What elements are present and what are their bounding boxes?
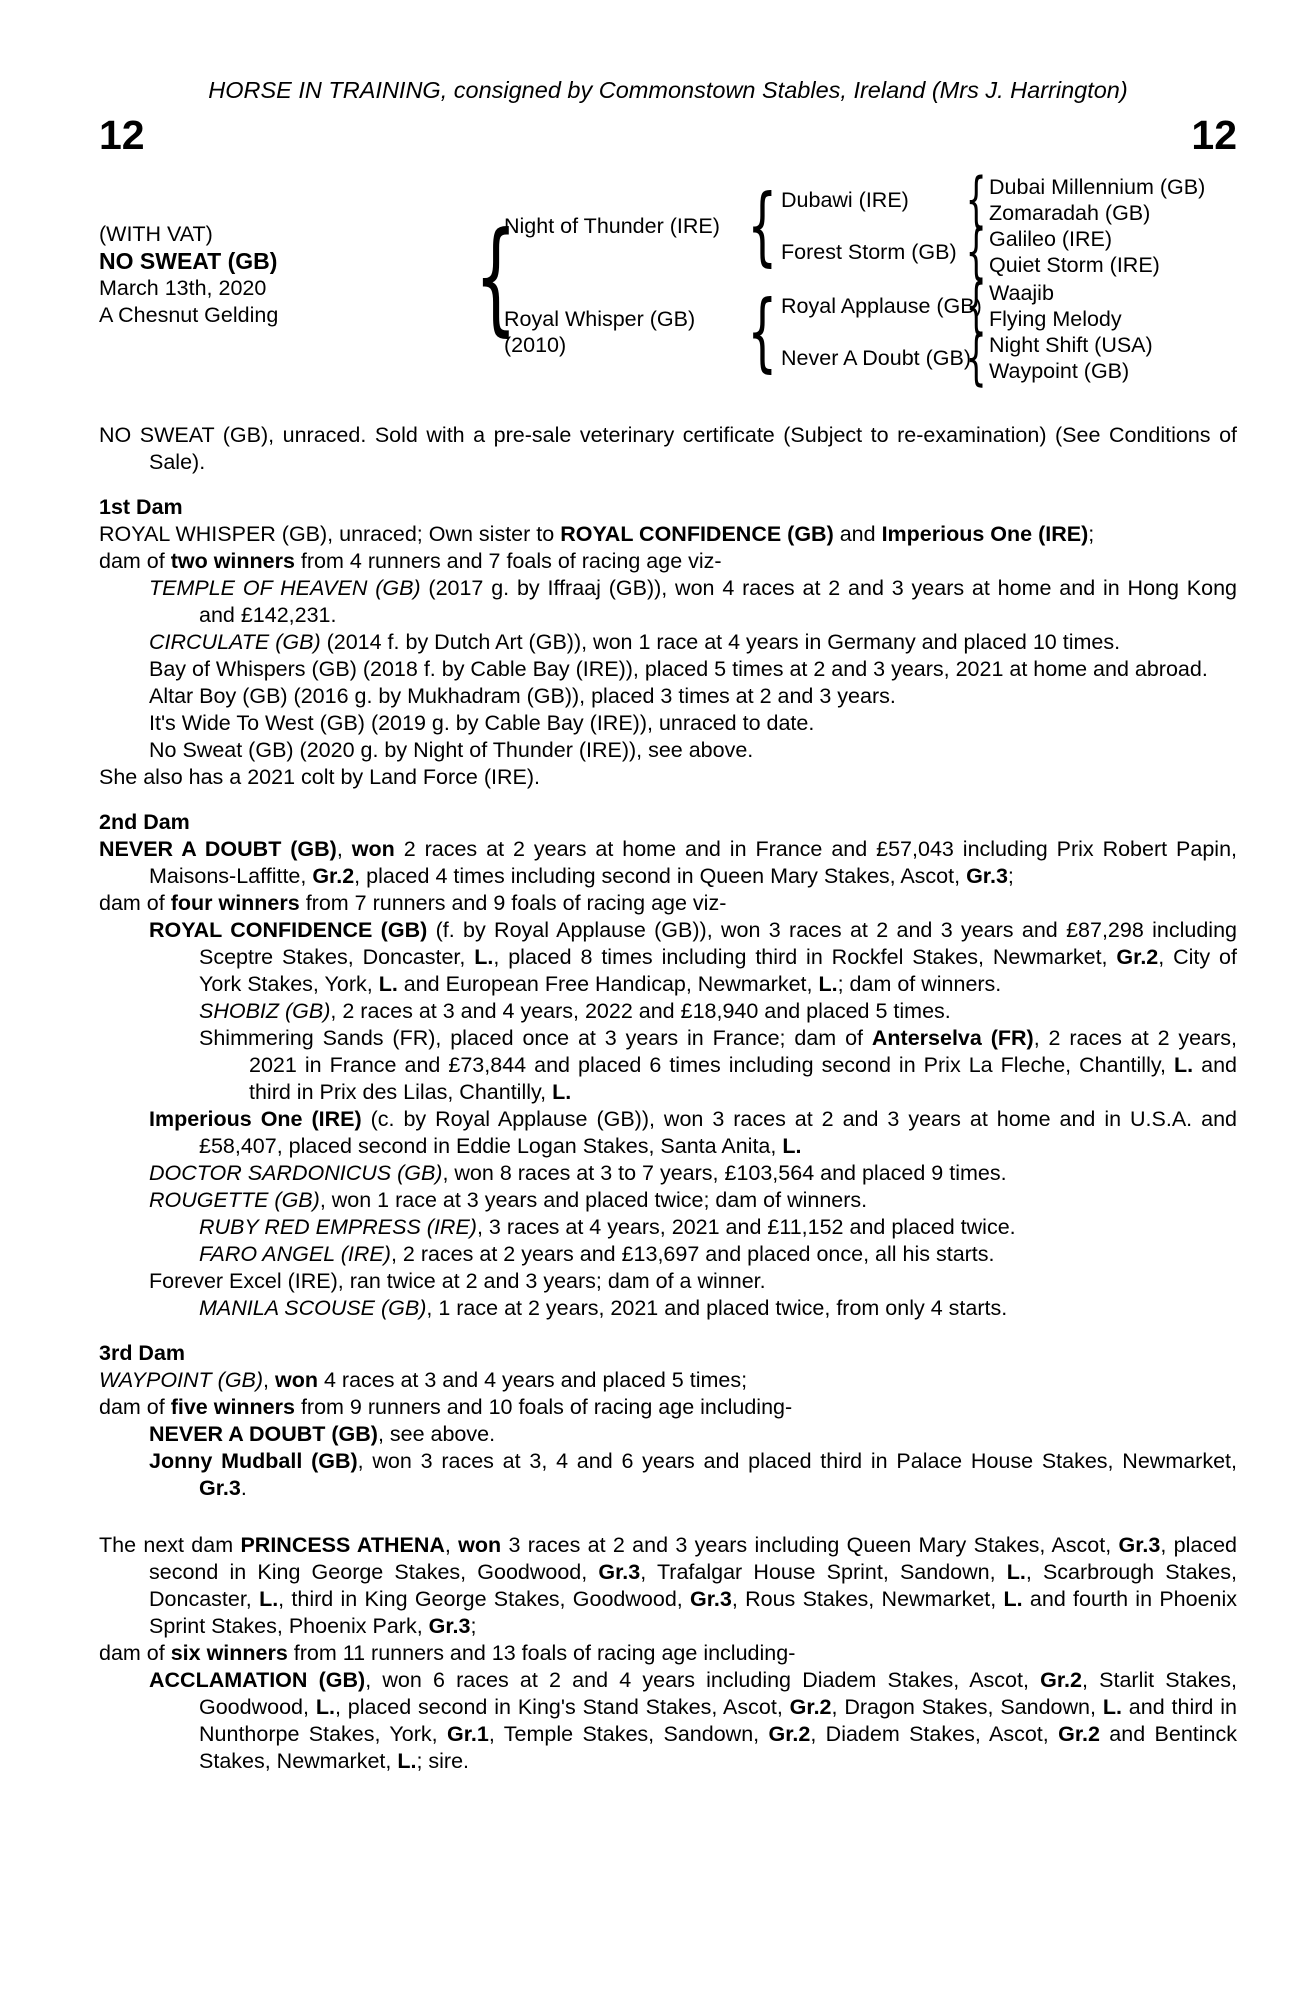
pedigree-gen3-name-1: Dubai Millennium (GB) <box>989 175 1206 199</box>
catalogue-paragraph: RUBY RED EMPRESS (IRE), 3 races at 4 years, 2021 and £11,152 and placed twice. <box>199 1215 1016 1239</box>
pedigree-dam-year: (2010) <box>504 333 567 357</box>
pedigree-gen3-name-4: Quiet Storm (IRE) <box>989 253 1160 277</box>
catalogue-paragraph: Imperious One (IRE) (c. by Royal Applause (GB)), won 3 races at 2 and 3 years at home and in U.S.A. and £58,407, placed second in Eddie Logan Stakes, Santa Anita, L. <box>149 1107 1237 1158</box>
subject-description: A Chesnut Gelding <box>99 303 279 327</box>
catalogue-paragraph: She also has a 2021 colt by Land Force (IRE). <box>99 765 540 789</box>
pedigree-dam <box>504 306 695 358</box>
pedigree-gen3-name-6: Flying Melody <box>989 307 1122 331</box>
subject-name: NO SWEAT (GB) <box>99 248 278 274</box>
catalogue-paragraph: ROYAL WHISPER (GB), unraced; Own sister to ROYAL CONFIDENCE (GB) and Imperious One (IRE); <box>99 522 1095 546</box>
vat-note: (WITH VAT) <box>99 222 213 246</box>
catalogue-paragraph: ACCLAMATION (GB), won 6 races at 2 and 4 years including Diadem Stakes, Ascot, Gr.2, Starlit Stakes, Goodwood, L., placed second in King's Stand Stakes, Ascot, Gr.2, Dragon Stakes, Sandown, L. and third in Nunthorpe Stakes, York, Gr.1, Temple Stakes, Sandown, Gr.2, Diadem Stakes, Ascot, Gr.2 and Bentinck Stakes, Newmarket, L.; sire. <box>149 1668 1237 1773</box>
catalogue-paragraph: WAYPOINT (GB), won 4 races at 3 and 4 years and placed 5 times; <box>99 1368 748 1392</box>
catalogue-paragraph: Bay of Whispers (GB) (2018 f. by Cable Bay (IRE)), placed 5 times at 2 and 3 years, 2021 at home and abroad. <box>149 657 1208 681</box>
paragraph-spacer <box>99 1502 1237 1532</box>
catalogue-paragraph: Shimmering Sands (FR), placed once at 3 years in France; dam of Anterselva (FR), 2 races at 2 years, 2021 in France and £73,844 and placed 6 times including second in Prix La Fleche, Chantilly, L. and third in Prix des Lilas, Chantilly, L. <box>199 1026 1237 1104</box>
brace-icon-dam-pair: { <box>747 282 778 382</box>
page-header-title: HORSE IN TRAINING, consigned by Commonstown Stables, Ireland (Mrs J. Harrington) <box>208 77 1128 103</box>
pedigree-chart <box>99 157 1237 422</box>
catalogue-paragraph: The next dam PRINCESS ATHENA, won 3 races at 2 and 3 years including Queen Mary Stakes, Ascot, Gr.3, placed second in King George Stakes, Goodwood, Gr.3, Trafalgar House Sprint, Sandown, L., Scarbrough Stakes, Doncaster, L., third in King George Stakes, Goodwood, Gr.3, Rous Stakes, Newmarket, L. and fourth in Phoenix Sprint Stakes, Phoenix Park, Gr.3; <box>99 1533 1238 1638</box>
catalogue-paragraph: Altar Boy (GB) (2016 g. by Mukhadram (GB)), placed 3 times at 2 and 3 years. <box>149 684 896 708</box>
catalogue-paragraph: FARO ANGEL (IRE), 2 races at 2 years and £13,697 and placed once, all his starts. <box>199 1242 995 1266</box>
pedigree-sire: Night of Thunder (IRE) <box>504 214 720 238</box>
catalogue-paragraph: MANILA SCOUSE (GB), 1 race at 2 years, 2021 and placed twice, from only 4 starts. <box>199 1296 1008 1320</box>
pedigree-gen3-name-7: Night Shift (USA) <box>989 333 1153 357</box>
brace-icon-gg2: { <box>965 217 987 287</box>
section-heading: 3rd Dam <box>99 1341 186 1365</box>
brace-icon-gg1: { <box>965 165 987 235</box>
brace-icon-gen1: { <box>474 206 518 348</box>
catalogue-paragraph: ROUGETTE (GB), won 1 race at 3 years and placed twice; dam of winners. <box>149 1188 868 1212</box>
catalogue-paragraph: SHOBIZ (GB), 2 races at 3 and 4 years, 2022 and £18,940 and placed 5 times. <box>199 999 951 1023</box>
pedigree-dams-sire: Royal Applause (GB) <box>781 294 982 318</box>
catalogue-paragraph: ROYAL CONFIDENCE (GB) (f. by Royal Applause (GB)), won 3 races at 2 and 3 years and £87,298 including Sceptre Stakes, Doncaster, L., placed 8 times including third in Rockfel Stakes, Newmarket, Gr.2, City of York Stakes, York, L. and European Free Handicap, Newmarket, L.; dam of winners. <box>149 918 1237 996</box>
catalogue-paragraph: dam of four winners from 7 runners and 9 foals of racing age viz- <box>99 891 727 915</box>
catalogue-paragraph: NO SWEAT (GB), unraced. Sold with a pre-sale veterinary certificate (Subject to re-examination) (See Conditions of Sale). <box>99 423 1237 474</box>
lot-number-right: 12 <box>1191 112 1237 158</box>
catalogue-paragraph: No Sweat (GB) (2020 g. by Night of Thunder (IRE)), see above. <box>149 738 754 762</box>
pedigree-sires-sire: Dubawi (IRE) <box>781 188 909 212</box>
catalogue-paragraph: NEVER A DOUBT (GB), see above. <box>149 1422 496 1446</box>
subject-info-block <box>99 221 278 329</box>
brace-icon-gg4: { <box>965 323 987 393</box>
catalogue-paragraph: TEMPLE OF HEAVEN (GB) (2017 g. by Iffraaj (GB)), won 4 races at 2 and 3 years at home and in Hong Kong and £142,231. <box>149 576 1237 627</box>
catalogue-paragraph: It's Wide To West (GB) (2019 g. by Cable Bay (IRE)), unraced to date. <box>149 711 815 735</box>
pedigree-sires-dam: Forest Storm (GB) <box>781 240 957 264</box>
pedigree-gen3-name-2: Zomaradah (GB) <box>989 201 1151 225</box>
pedigree-gen3-name-8: Waypoint (GB) <box>989 359 1130 383</box>
catalogue-paragraph: dam of five winners from 9 runners and 10 foals of racing age including- <box>99 1395 793 1419</box>
section-heading: 1st Dam <box>99 495 183 519</box>
brace-icon-gg3: { <box>965 271 987 341</box>
catalogue-paragraph: Jonny Mudball (GB), won 3 races at 3, 4 and 6 years and placed third in Palace House Stakes, Newmarket, Gr.3. <box>149 1449 1237 1500</box>
catalogue-paragraph: CIRCULATE (GB) (2014 f. by Dutch Art (GB)), won 1 race at 4 years in Germany and placed 10 times. <box>149 630 1121 654</box>
brace-icon-sire-pair: { <box>747 176 778 276</box>
subject-foaling-date: March 13th, 2020 <box>99 276 267 300</box>
catalogue-paragraph: dam of six winners from 11 runners and 13 foals of racing age including- <box>99 1641 796 1665</box>
pedigree-dam-name: Royal Whisper (GB) <box>504 307 696 331</box>
section-heading: 2nd Dam <box>99 810 190 834</box>
catalogue-paragraph: dam of two winners from 4 runners and 7 foals of racing age viz- <box>99 549 722 573</box>
lot-number-left: 12 <box>99 112 145 158</box>
pedigree-gen3-name-5: Waajib <box>989 281 1054 305</box>
catalogue-paragraph: Forever Excel (IRE), ran twice at 2 and 3 years; dam of a winner. <box>149 1269 766 1293</box>
catalogue-text <box>99 422 1237 1775</box>
lot-number-row <box>99 113 1237 157</box>
pedigree-dams-dam: Never A Doubt (GB) <box>781 346 971 370</box>
pedigree-gen3-name-3: Galileo (IRE) <box>989 227 1113 251</box>
catalogue-paragraph: DOCTOR SARDONICUS (GB), won 8 races at 3 to 7 years, £103,564 and placed 9 times. <box>149 1161 1007 1185</box>
catalogue-paragraph: NEVER A DOUBT (GB), won 2 races at 2 years at home and in France and £57,043 including Prix Robert Papin, Maisons-Laffitte, Gr.2, placed 4 times including second in Queen Mary Stakes, Ascot, Gr.3; <box>99 837 1238 888</box>
